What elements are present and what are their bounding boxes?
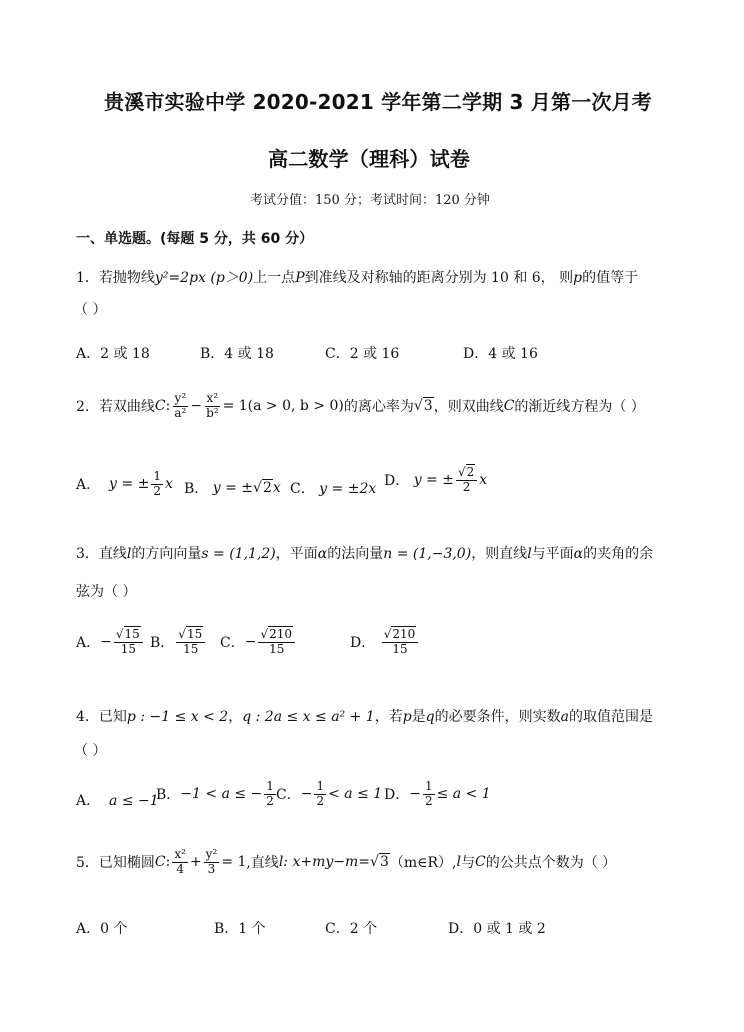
q2-option-a: [76, 470, 173, 499]
q2-option-d-x: x: [479, 472, 488, 489]
q2-option-b-eq: y = ±: [212, 480, 254, 496]
question-number: 5．: [76, 855, 99, 872]
sqrt-radicand: 15: [186, 627, 203, 641]
q2-text: 的离心率为: [343, 399, 414, 416]
option-label: B．: [184, 481, 209, 497]
q3-option-c-sign: −: [244, 634, 257, 651]
frac-num: 1: [153, 469, 161, 483]
q4-answer-blank: （ ）: [74, 743, 107, 759]
q1-var-p: p: [573, 270, 583, 286]
option-label: D．: [384, 473, 410, 490]
frac-num: 1: [266, 779, 274, 793]
q2-option-a-x: x: [164, 476, 173, 493]
frac-den: 15: [183, 641, 199, 656]
exam-title-line2: 高二数学（理科）试卷: [268, 147, 470, 171]
option-label: A．: [76, 477, 101, 494]
q1-parabola-eq: y²=2px (p＞0): [154, 270, 254, 286]
frac-den: 15: [392, 641, 408, 656]
frac-num: x²: [174, 847, 186, 861]
q4-option-a: [76, 790, 159, 810]
sqrt-radicand: 210: [392, 627, 416, 641]
section-heading: 一、单选题。(每题 5 分，共 60 分）: [76, 231, 314, 247]
q5-sqrt3: √3: [370, 854, 389, 871]
q5-text: ,直线: [246, 855, 279, 872]
q1-text: 到准线及对称轴的距离分别为 10 和 6， 则: [304, 270, 574, 286]
q5-option-b: B．1 个: [214, 921, 266, 937]
sqrt: √210: [260, 627, 293, 641]
q4-option-a-eq: a ≤ −1: [109, 793, 159, 809]
frac-den: 2: [424, 793, 433, 808]
frac-den: 15: [269, 641, 285, 656]
q2-text: 若双曲线: [98, 399, 155, 416]
q1-option-c: C．2 或 16: [325, 346, 400, 362]
q3-text: 的方向向量: [131, 546, 202, 562]
q1-point-p: P: [295, 270, 305, 286]
frac-den: 2: [462, 479, 471, 494]
frac-den: 2: [153, 483, 161, 498]
q3-option-a-frac: [114, 628, 143, 657]
sqrt: √15: [115, 627, 140, 641]
q5-frac-y2-3: [204, 848, 220, 877]
frac-num: y²: [205, 847, 218, 861]
q1-text: 上一点: [253, 270, 296, 286]
q4-var-p: p: [402, 709, 412, 725]
q3-plane-alpha: α: [573, 546, 584, 562]
q4-option-b-frac: [264, 780, 276, 809]
option-label: B．: [156, 787, 181, 804]
option-label: C．: [220, 635, 245, 652]
q5-line-l: l: [278, 854, 284, 871]
q4-var-a: a: [560, 709, 569, 725]
q5-colon: :: [165, 854, 171, 871]
q2-sqrt3: √3: [413, 398, 433, 415]
question-number: 3．: [76, 546, 99, 562]
q3-plane-alpha: α: [317, 546, 328, 562]
q3-option-a: [76, 628, 145, 657]
q2-sqrt-radicand: 3: [423, 398, 433, 415]
q2-curve-c: C: [154, 398, 166, 415]
q4-text: 的取值范围是: [569, 709, 653, 725]
q4-text: ，若: [374, 709, 403, 725]
option-label: A．: [76, 635, 101, 652]
sqrt: √15: [178, 627, 203, 641]
sqrt-radicand: 3: [379, 854, 389, 871]
option-label: B．: [150, 635, 175, 652]
q4-option-b: [156, 780, 278, 809]
q2-colon: :: [165, 398, 171, 415]
q1-option-a: A．2 或 18: [76, 346, 150, 362]
q4-text: 的必要条件，则实数: [434, 709, 561, 725]
q3-text: 的夹角的余: [583, 546, 654, 562]
q4-text: 已知: [98, 709, 127, 725]
q5-domain: （m∈R）,: [389, 855, 457, 872]
q3-line-l: l: [527, 546, 532, 562]
q2-frac-den: a²: [174, 405, 187, 420]
q4-var-q: q: [425, 709, 435, 725]
question-number: 1．: [76, 270, 99, 286]
q5-option-d: D．0 或 1 或 2: [448, 921, 546, 937]
q3-option-a-sign: −: [100, 634, 112, 651]
frac-num: 1: [424, 779, 433, 793]
question-number: 2．: [76, 399, 99, 416]
q1-text: 若抛物线: [98, 270, 155, 286]
frac-den: 2: [316, 793, 325, 808]
q3-text: ，则直线: [471, 546, 528, 562]
option-label: C．: [290, 481, 315, 497]
option-label: D．: [384, 787, 410, 804]
q2-option-d-frac: [456, 466, 477, 495]
option-label: A．: [76, 793, 101, 809]
question-5-line1: [76, 848, 616, 877]
q3-option-b: [150, 628, 207, 657]
q5-option-c: C．2 个: [325, 921, 378, 937]
q3-option-d: [350, 628, 420, 657]
q2-option-b-sqrt: √2: [253, 480, 272, 496]
q2-option-a-frac: [151, 470, 163, 499]
q5-option-a: A．0 个: [76, 921, 128, 937]
q2-option-a-eq: y = ±: [109, 476, 150, 493]
q2-option-d: [384, 466, 487, 495]
q3-vector-s: s = (1,1,2): [201, 546, 276, 562]
question-3-line2: 弦为（ ）: [76, 584, 137, 600]
q2-option-b-x: x: [272, 480, 281, 496]
q4-option-c-sign: −: [300, 786, 313, 803]
q4-option-c: [276, 780, 382, 809]
q3-option-c-frac: [258, 628, 295, 657]
frac-den: 4: [176, 861, 184, 876]
frac-den: 3: [207, 861, 216, 876]
question-4-line1: [76, 706, 653, 726]
sqrt-radicand: 15: [124, 627, 140, 641]
q2-minus: −: [190, 398, 203, 415]
q2-frac-den: b²: [206, 405, 219, 420]
sqrt-radicand: 2: [262, 480, 272, 496]
frac-num: [456, 466, 477, 481]
question-3-line1: [76, 543, 653, 563]
q3-option-b-frac: [176, 628, 205, 657]
q4-option-d-sign: −: [409, 786, 421, 803]
q5-text: 与: [460, 855, 475, 872]
option-label: C．: [276, 787, 301, 804]
sqrt-radicand: 2: [466, 465, 475, 479]
frac-num: [258, 628, 295, 643]
q5-plus: +: [189, 854, 202, 871]
q4-option-c-eq: < a ≤ 1: [328, 786, 383, 803]
q4-separator: ，: [228, 709, 243, 725]
q4-option-c-frac: [314, 780, 326, 809]
q5-text: 的公共点个数为（ ）: [485, 855, 617, 872]
q3-text: 直线: [98, 546, 127, 562]
sqrt: √2: [457, 465, 475, 479]
q3-option-c: [220, 628, 297, 657]
option-label: D．: [350, 635, 376, 652]
question-1-line1: [76, 267, 638, 287]
question-number: 4．: [76, 709, 99, 725]
q4-text: 是: [411, 709, 426, 725]
q3-option-d-frac: [382, 628, 419, 657]
q1-option-b: B．4 或 18: [200, 346, 274, 362]
frac-num: 1: [316, 779, 325, 793]
q2-text: 的渐近线方程为（ ）: [514, 399, 645, 416]
q5-line-eq: : x+my−m=: [283, 854, 371, 871]
q5-ellipse-c: C: [474, 854, 486, 871]
q3-vector-n: n = (1,−3,0): [383, 546, 472, 562]
sqrt-radicand: 210: [269, 627, 293, 641]
q1-answer-blank: （ ）: [74, 302, 107, 318]
q2-option-d-eq: y = ±: [413, 472, 454, 489]
q2-condition: = 1(a > 0, b > 0): [222, 398, 344, 415]
q3-line-l: l: [126, 546, 132, 562]
q4-option-d-frac: [423, 780, 435, 809]
q2-text: ，则双曲线: [433, 399, 504, 416]
q2-frac-num: x²: [206, 391, 219, 405]
q5-text: 已知椭圆: [98, 855, 155, 872]
q5-equals: = 1: [221, 854, 247, 871]
q4-option-d-eq: ≤ a < 1: [436, 786, 491, 803]
q2-option-c: [290, 478, 376, 498]
frac-num: [114, 628, 143, 643]
exam-title-line1: 贵溪市实验中学 2020-2021 学年第二学期 3 月第一次月考: [104, 90, 652, 114]
q2-option-c-eq: y = ±2x: [319, 481, 377, 497]
q1-text: 的值等于: [582, 270, 639, 286]
frac-num: [176, 628, 205, 643]
q2-frac-num: y²: [174, 391, 187, 405]
frac-den: 2: [266, 793, 274, 808]
q3-text: 与平面: [531, 546, 574, 562]
q5-line-l: l: [456, 854, 461, 871]
q1-option-d: D．4 或 16: [463, 346, 538, 362]
question-2-line1: [76, 392, 645, 421]
sqrt: √210: [383, 627, 416, 641]
q3-text: ，平面: [275, 546, 318, 562]
q4-option-b-eq: −1 < a ≤ −: [180, 786, 263, 803]
exam-info: 考试分值：150 分；考试时间：120 分钟: [250, 193, 490, 208]
q4-option-d: [384, 780, 491, 809]
q4-q-definition: q : 2a ≤ x ≤ a² + 1: [242, 709, 375, 725]
q2-frac-x2-b2: [204, 392, 221, 421]
q4-p-definition: p : −1 ≤ x < 2: [126, 709, 229, 725]
q2-option-b: [184, 478, 281, 498]
q5-frac-x2-4: [172, 848, 188, 877]
q5-ellipse-c: C: [154, 854, 166, 871]
frac-num: [382, 628, 419, 643]
q2-curve-c: C: [503, 398, 515, 415]
q3-text: 的法向量: [327, 546, 384, 562]
frac-den: 15: [120, 641, 136, 656]
q2-frac-y2-a2: [172, 392, 188, 421]
